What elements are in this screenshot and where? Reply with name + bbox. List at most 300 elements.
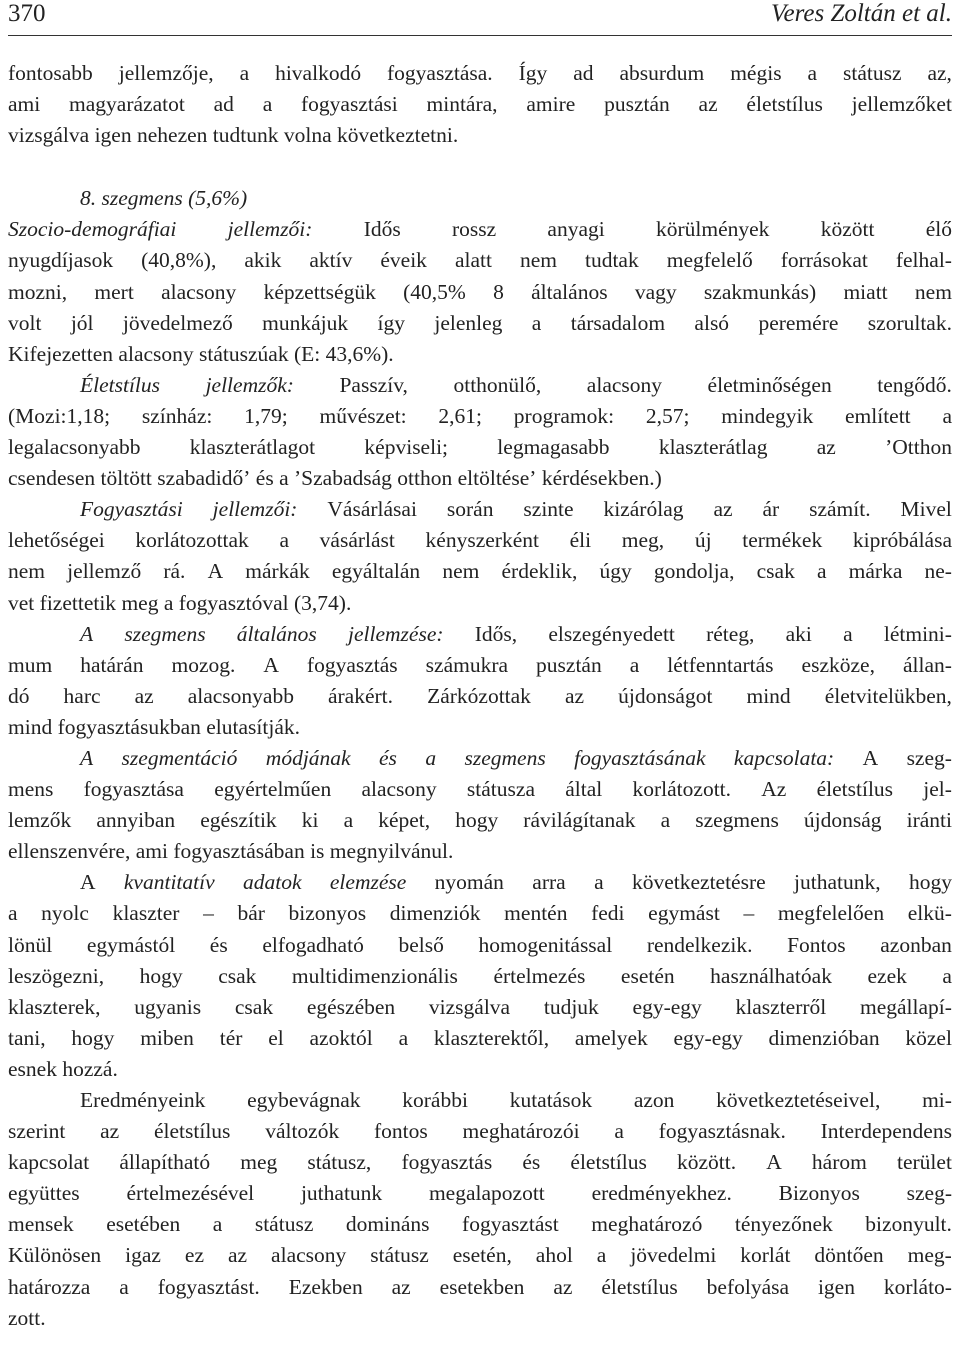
word: a	[660, 808, 671, 833]
word: alsó	[694, 310, 730, 335]
word: 8	[493, 279, 504, 304]
word: képet,	[378, 808, 431, 833]
word: egészítik	[200, 808, 277, 833]
word: az	[564, 683, 585, 708]
word: alatt	[454, 248, 492, 273]
text-line	[8, 214, 952, 245]
word: mozog.	[171, 652, 236, 677]
word: nyomán	[434, 870, 504, 895]
word: értelmezésével	[126, 1181, 255, 1206]
word: a	[398, 1025, 409, 1050]
word: leszögezni,	[8, 963, 105, 988]
word: a	[816, 559, 827, 584]
italic-word: és	[379, 745, 397, 770]
word: Vásárlásai	[327, 497, 417, 522]
word: A	[80, 870, 96, 895]
word: azonban	[880, 932, 952, 957]
word: ’Szabadság	[294, 466, 392, 491]
word: Zárkózottak	[427, 683, 531, 708]
word: miben	[140, 1025, 194, 1050]
word: 2,57;	[645, 403, 690, 428]
word: fogyasztása	[83, 777, 184, 802]
word: meg	[240, 1150, 278, 1175]
word: igen	[817, 1274, 855, 1299]
word: meghatározó	[591, 1212, 703, 1237]
word: ki	[301, 808, 319, 833]
word: A	[263, 652, 279, 677]
word: hogy	[455, 808, 499, 833]
word: az	[553, 1274, 573, 1299]
word: és	[522, 1150, 541, 1175]
word: volt	[8, 310, 42, 335]
word: Mivel	[900, 497, 952, 522]
word: megállapí-	[860, 994, 952, 1019]
word: 1,79;	[244, 403, 288, 428]
word: ’Otthon	[885, 435, 952, 460]
word: mind	[746, 683, 791, 708]
word: Különösen	[8, 1243, 102, 1268]
italic-word: elemzése	[329, 870, 407, 895]
word: életstílus	[153, 1119, 231, 1144]
word: használhatóak	[710, 963, 832, 988]
text-line	[8, 339, 952, 370]
word: réteg,	[706, 621, 755, 646]
italic-word: A	[80, 621, 94, 646]
word: egyértelműen	[214, 777, 332, 802]
word: A	[766, 1150, 782, 1175]
word: tényezőnek	[734, 1212, 833, 1237]
word: esnek	[8, 1056, 57, 1081]
italic-word: jellemzői:	[212, 497, 298, 522]
word: elfogadható	[262, 932, 364, 957]
word: gondolja,	[653, 559, 735, 584]
italic-word: jellemzők:	[205, 372, 294, 397]
word: klaszterektől,	[433, 1025, 550, 1050]
word: domináns	[345, 1212, 430, 1237]
text-line	[8, 370, 952, 401]
word: megalapozott	[428, 1181, 545, 1206]
word: elutasítják.	[206, 714, 300, 739]
word: szeg-	[906, 1181, 952, 1206]
word: képzettségük	[263, 279, 376, 304]
text-line	[8, 245, 952, 276]
text-line	[8, 308, 952, 339]
word: mentén	[504, 901, 568, 926]
word: rendelkezik.	[646, 932, 753, 957]
text-line	[8, 1085, 952, 1116]
word: kényszerként	[425, 528, 539, 553]
word: Fontos	[787, 932, 846, 957]
word: körülmények	[655, 217, 770, 242]
word: márkák	[245, 559, 310, 584]
word: Idős,	[474, 621, 518, 646]
paragraph	[8, 619, 952, 743]
word: számukra	[425, 652, 509, 677]
word: fedi	[591, 901, 625, 926]
word: azon	[633, 1088, 675, 1112]
word: létfenntartás	[667, 652, 774, 677]
italic-word: 8.	[80, 186, 97, 211]
word: meg-	[907, 1243, 952, 1268]
text-line	[8, 961, 952, 992]
text-line	[8, 525, 952, 556]
word: korlátozott.	[632, 777, 732, 802]
header-rule	[8, 35, 952, 36]
text-line	[8, 1147, 952, 1178]
text-line	[8, 120, 952, 151]
word: töltött	[100, 466, 152, 491]
word: –	[203, 901, 214, 926]
word: alacsony	[271, 1243, 347, 1268]
word: hivalkodó	[275, 61, 362, 85]
word: programok:	[513, 403, 615, 428]
word: a	[343, 808, 354, 833]
word: így	[377, 310, 405, 335]
word: nem	[8, 559, 46, 584]
word: eredményekhez.	[591, 1181, 732, 1206]
word: a	[8, 901, 18, 926]
running-head-author: Veres Zoltán et al.	[770, 0, 952, 27]
word: befolyása	[706, 1274, 790, 1299]
word: rossz	[451, 217, 497, 242]
word: felhal-	[895, 248, 952, 273]
word: következtetni.	[337, 123, 459, 148]
word: csak	[756, 559, 795, 584]
word: ami	[135, 839, 168, 864]
word: eltöltése’	[457, 466, 537, 491]
word: határán	[80, 652, 144, 677]
word: a	[614, 1119, 624, 1144]
word: alacsony	[118, 341, 194, 366]
text-line	[8, 930, 952, 961]
word: vagy	[634, 279, 677, 304]
word: legmagasabb	[497, 435, 610, 460]
text-line	[8, 463, 952, 494]
word: márka	[848, 559, 903, 584]
word: mens	[8, 777, 54, 802]
word: döntően	[814, 1243, 884, 1268]
word: a	[596, 1243, 607, 1268]
word: forrásokat	[780, 248, 868, 273]
word: színház:	[141, 403, 213, 428]
italic-word: Szocio-demográfiai	[8, 217, 177, 242]
word: egy-egy	[673, 1025, 743, 1050]
word: absurdum	[619, 61, 705, 85]
text-line	[8, 58, 952, 89]
word: egy-egy	[632, 994, 702, 1019]
word: juthatunk	[300, 1181, 383, 1206]
word: árakért.	[327, 683, 394, 708]
italic-word: a	[425, 745, 437, 770]
word: amire	[526, 92, 576, 117]
text-line	[8, 867, 952, 898]
word: szerint	[8, 1119, 66, 1144]
italic-word: A	[80, 745, 94, 770]
text-line	[8, 805, 952, 836]
word: mi-	[922, 1088, 952, 1112]
word: a	[807, 61, 818, 85]
word: dó	[8, 683, 30, 708]
text-line	[8, 1116, 952, 1147]
word: annyiban	[96, 808, 176, 833]
text-line	[8, 1054, 952, 1085]
word: alacsonyabb	[187, 683, 294, 708]
word: az	[816, 435, 836, 460]
word: miatt	[843, 279, 888, 304]
word: bizonyos	[288, 901, 367, 926]
word: a	[629, 652, 640, 677]
word: által	[565, 777, 603, 802]
word: nem	[914, 279, 952, 304]
word: során	[446, 497, 494, 522]
word: az,	[927, 61, 952, 85]
word: státusz,	[307, 1150, 372, 1175]
text-line	[8, 277, 952, 308]
word: státusz	[254, 1212, 314, 1237]
word: fogyasztást	[462, 1212, 559, 1237]
word: korlát	[740, 1243, 791, 1268]
italic-word: kapcsolata:	[733, 745, 835, 770]
word: egészében	[306, 994, 396, 1019]
italic-word: jellemzése:	[348, 621, 444, 646]
word: újdonság	[803, 808, 882, 833]
word: vizsgálva	[428, 994, 511, 1019]
word: egymást	[648, 901, 720, 926]
word: lemzők	[8, 808, 72, 833]
paragraph	[8, 743, 952, 867]
word: klaszterről	[735, 994, 827, 1019]
word: hozzá.	[62, 1056, 118, 1081]
word: rá.	[163, 559, 186, 584]
word: tudjuk	[543, 994, 599, 1019]
word: kipróbálása	[852, 528, 952, 553]
word: a	[531, 310, 542, 335]
word: juthatunk,	[794, 870, 881, 895]
word: együttes	[8, 1181, 80, 1206]
word: státusza	[466, 777, 535, 802]
paragraph	[8, 58, 952, 151]
word: klaszterátlagot	[189, 435, 316, 460]
word: mintára,	[426, 92, 498, 117]
word: megfelelően	[777, 901, 885, 926]
word: állan-	[902, 652, 952, 677]
word: meg,	[621, 528, 665, 553]
word: alacsony	[361, 777, 437, 802]
word: klaszterátlag	[658, 435, 768, 460]
word: életvitelükben,	[824, 683, 952, 708]
word: művészet:	[319, 403, 407, 428]
word: státuszúak	[199, 341, 289, 366]
running-header	[8, 0, 952, 30]
word: klaszterek,	[8, 994, 101, 1019]
word: fogyasztásnak.	[658, 1119, 786, 1144]
page-number: 370	[8, 0, 46, 27]
text-line	[8, 992, 952, 1023]
word: (E:	[293, 341, 321, 366]
text-line	[8, 619, 952, 650]
word: fizettetik	[39, 590, 117, 615]
text-line	[8, 494, 952, 525]
word: vet	[8, 590, 35, 615]
word: egymástól	[86, 932, 176, 957]
word: fogyasztás	[306, 652, 398, 677]
italic-word: módjának	[265, 745, 351, 770]
word: Passzív,	[339, 372, 408, 397]
word: státusz	[842, 61, 902, 85]
text-line	[8, 556, 952, 587]
italic-word: szegmens	[124, 621, 206, 646]
word: 43,6%).	[325, 341, 394, 366]
text-line	[8, 681, 952, 712]
word: (Mozi:1,18;	[8, 403, 111, 428]
word: legalacsonyabb	[8, 435, 141, 460]
italic-word: Fogyasztási	[80, 497, 183, 522]
word: jellemző	[67, 559, 142, 584]
word: értelmezés	[493, 963, 586, 988]
italic-word: Életstílus	[80, 372, 161, 397]
word: meghatározói	[462, 1119, 580, 1144]
word: megfelelő	[666, 248, 753, 273]
word: ad	[573, 61, 594, 85]
word: újdonságot	[618, 683, 713, 708]
word: képviseli;	[364, 435, 449, 460]
word: A	[207, 559, 224, 584]
word: azoktól	[309, 1025, 373, 1050]
word: magyarázatot	[69, 92, 185, 117]
word: fontos	[374, 1119, 428, 1144]
word: iránti	[906, 808, 952, 833]
word: jellemzője,	[118, 61, 214, 85]
word: jól	[70, 310, 94, 335]
word: Kifejezetten	[8, 341, 114, 366]
body-text	[8, 58, 952, 1334]
word: esetén	[620, 963, 675, 988]
word: igen	[94, 123, 132, 148]
word: ezek	[867, 963, 907, 988]
word: lönül	[8, 932, 53, 957]
word: dimenziók	[389, 901, 481, 926]
word: kérdésekben.)	[541, 466, 662, 491]
word: esetén,	[452, 1243, 512, 1268]
word: és	[255, 466, 274, 491]
word: peremére	[758, 310, 839, 335]
word: az	[134, 683, 154, 708]
word: aki	[785, 621, 812, 646]
word: mégis	[730, 61, 782, 85]
word: szorultak.	[867, 310, 952, 335]
word: a	[239, 61, 250, 85]
italic-word: szegmens	[101, 186, 183, 211]
word: meg	[121, 590, 159, 615]
word: fogyasztást.	[157, 1274, 260, 1299]
word: társadalom	[570, 310, 666, 335]
word: mensek	[8, 1212, 74, 1237]
word: pusztán	[536, 652, 602, 677]
word: új	[694, 528, 712, 553]
word: változók	[265, 1119, 340, 1144]
word: életminőségen	[707, 372, 832, 397]
word: csak	[218, 963, 257, 988]
word: aktív	[309, 248, 353, 273]
word: termékek	[742, 528, 823, 553]
text-line	[8, 1023, 952, 1054]
word: tér	[219, 1025, 243, 1050]
word: arra	[532, 870, 566, 895]
word: az	[698, 92, 718, 117]
word: klaszter	[112, 901, 180, 926]
text-line	[8, 1209, 952, 1240]
word: pusztán	[604, 92, 670, 117]
word: tudtunk	[212, 123, 279, 148]
word: úgy	[599, 559, 632, 584]
text-line	[8, 432, 952, 463]
word: csendesen	[8, 466, 96, 491]
word: multidimenzionális	[291, 963, 458, 988]
word: csak	[234, 994, 274, 1019]
word: ad	[213, 92, 234, 117]
text-line	[8, 743, 952, 774]
paragraph	[8, 183, 952, 370]
word: nyolc	[41, 901, 89, 926]
word: bár	[237, 901, 265, 926]
word: a	[942, 403, 952, 428]
word: Eredményeink	[80, 1088, 206, 1112]
text-line	[8, 1240, 952, 1271]
word: ami	[8, 92, 41, 117]
word: fogyasztásukban	[57, 714, 201, 739]
paragraph	[8, 867, 952, 1085]
word: egyáltalán	[331, 559, 421, 584]
word: fontosabb	[8, 61, 93, 85]
word: fogyasztóval	[178, 590, 289, 615]
word: alacsony	[586, 372, 663, 397]
word: lehetőségei	[8, 528, 105, 553]
word: jellemzőket	[851, 92, 952, 117]
word: az	[227, 1243, 248, 1268]
word: bizonyult.	[865, 1212, 952, 1237]
word: jel-	[923, 777, 952, 802]
word: kutatások	[509, 1088, 593, 1112]
word: a	[163, 590, 174, 615]
word: korlátozottak	[135, 528, 249, 553]
text-line	[8, 1178, 952, 1209]
word: ellenszenvére,	[8, 839, 131, 864]
word: Ezekben	[288, 1274, 363, 1299]
word: életstílus	[570, 1150, 647, 1175]
word: érdeklik,	[501, 559, 578, 584]
word: az	[391, 1274, 411, 1299]
word: vizsgálva	[8, 123, 90, 148]
italic-word: jellemzői:	[227, 217, 313, 242]
text-line	[8, 183, 952, 214]
word: a	[279, 528, 290, 553]
word: nehezen	[136, 123, 208, 148]
word: kizárólag	[603, 497, 684, 522]
word: jelenleg	[434, 310, 503, 335]
italic-word: általános	[236, 621, 317, 646]
word: a	[942, 963, 952, 988]
word: ne-	[924, 559, 952, 584]
italic-word: (5,6%)	[188, 186, 248, 211]
word: (40,8%),	[141, 248, 217, 273]
word: terület	[897, 1150, 952, 1175]
italic-word: szegmentáció	[121, 745, 238, 770]
word: említett	[844, 403, 911, 428]
word: egybevágnak	[247, 1088, 361, 1112]
word: ahol	[535, 1243, 573, 1268]
word: amelyek	[574, 1025, 648, 1050]
word: státusz	[370, 1243, 429, 1268]
